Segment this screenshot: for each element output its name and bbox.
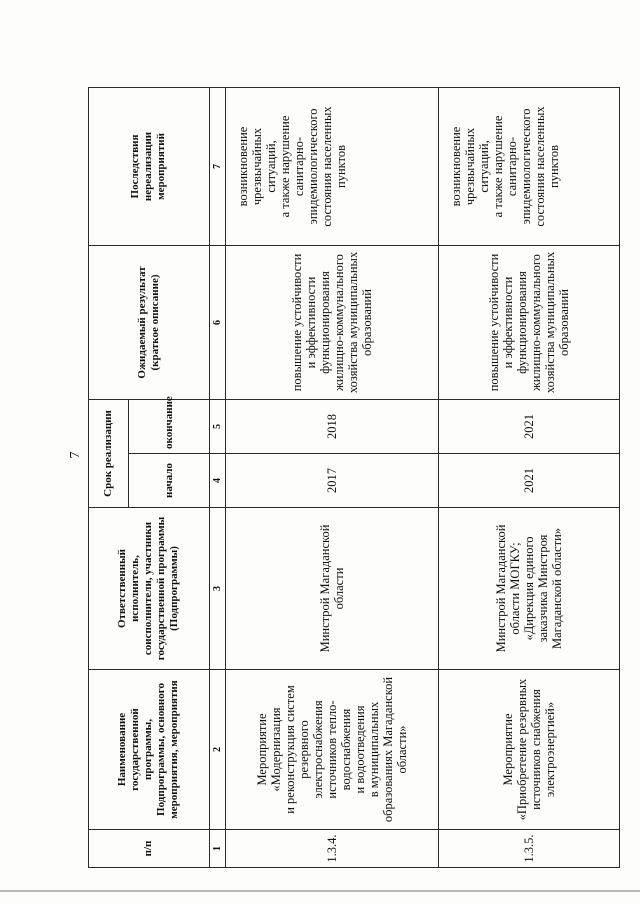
table-row (225, 87, 438, 867)
row-num: 1.3.4. (225, 830, 438, 868)
column-number: 3 (209, 508, 225, 670)
header-start: начало (129, 454, 210, 508)
column-number-row (209, 87, 225, 867)
row-consequences: возникновение чрезвычайных ситуаций, а также нарушение санитарно- эпидемиологического состояния населенных пунктов (438, 87, 620, 245)
header-num: п/п (89, 830, 210, 868)
row-start: 2021 (438, 454, 620, 508)
column-number: 5 (209, 399, 225, 453)
row-name: Мероприятие «Модернизация и реконструкция систем резервного электроснабжения источников тепло- водоснабжения и водоотведения в муниципальных образованиях Магаданской области» (225, 670, 438, 830)
header-name: Наименование государственной программы, Подпрограммы, основного мероприятия, мероприятия (89, 670, 210, 830)
row-num: 1.3.5. (438, 830, 620, 868)
row-executor: Минстрой Магаданской области (225, 508, 438, 670)
table-row (438, 87, 620, 867)
column-number: 4 (209, 454, 225, 508)
column-number: 6 (209, 245, 225, 399)
header-row-1 (89, 87, 129, 867)
row-end: 2018 (225, 399, 438, 453)
row-executor: Минстрой Магаданской области МОГКУ; «Дирекция единого заказчика Минстроя Магаданской области» (438, 508, 620, 670)
bottom-scan-edge (0, 890, 640, 892)
header-end: окончание (129, 399, 210, 453)
column-number: 1 (209, 830, 225, 868)
header-executor: Ответственный исполнитель, соисполнители, участники государственной программы (Подпрограммы) (89, 508, 210, 670)
row-start: 2017 (225, 454, 438, 508)
row-result: повышение устойчивости и эффективности функционирования жилищно-коммунального хозяйства муниципальных образований (225, 245, 438, 399)
row-name: Мероприятие «Приобретение резервных источников снабжения электроэнергией» (438, 670, 620, 830)
header-consequences: Последствия нереализации мероприятий (89, 87, 210, 245)
column-number: 2 (209, 670, 225, 830)
rotated-table-wrapper (88, 88, 620, 868)
header-result: Ожидаемый результат (краткое описание) (89, 245, 210, 399)
row-consequences: возникновение чрезвычайных ситуаций, а также нарушение санитарно- эпидемиологического состояния населенных пунктов (225, 87, 438, 245)
row-end: 2021 (438, 399, 620, 453)
row-result: повышение устойчивости и эффективности функционирования жилищно-коммунального хозяйства муниципальных образований (438, 245, 620, 399)
program-activities-table (88, 87, 620, 868)
column-number: 7 (209, 87, 225, 245)
page-number: 7 (68, 451, 83, 459)
header-term: Срок реализации (89, 399, 129, 507)
